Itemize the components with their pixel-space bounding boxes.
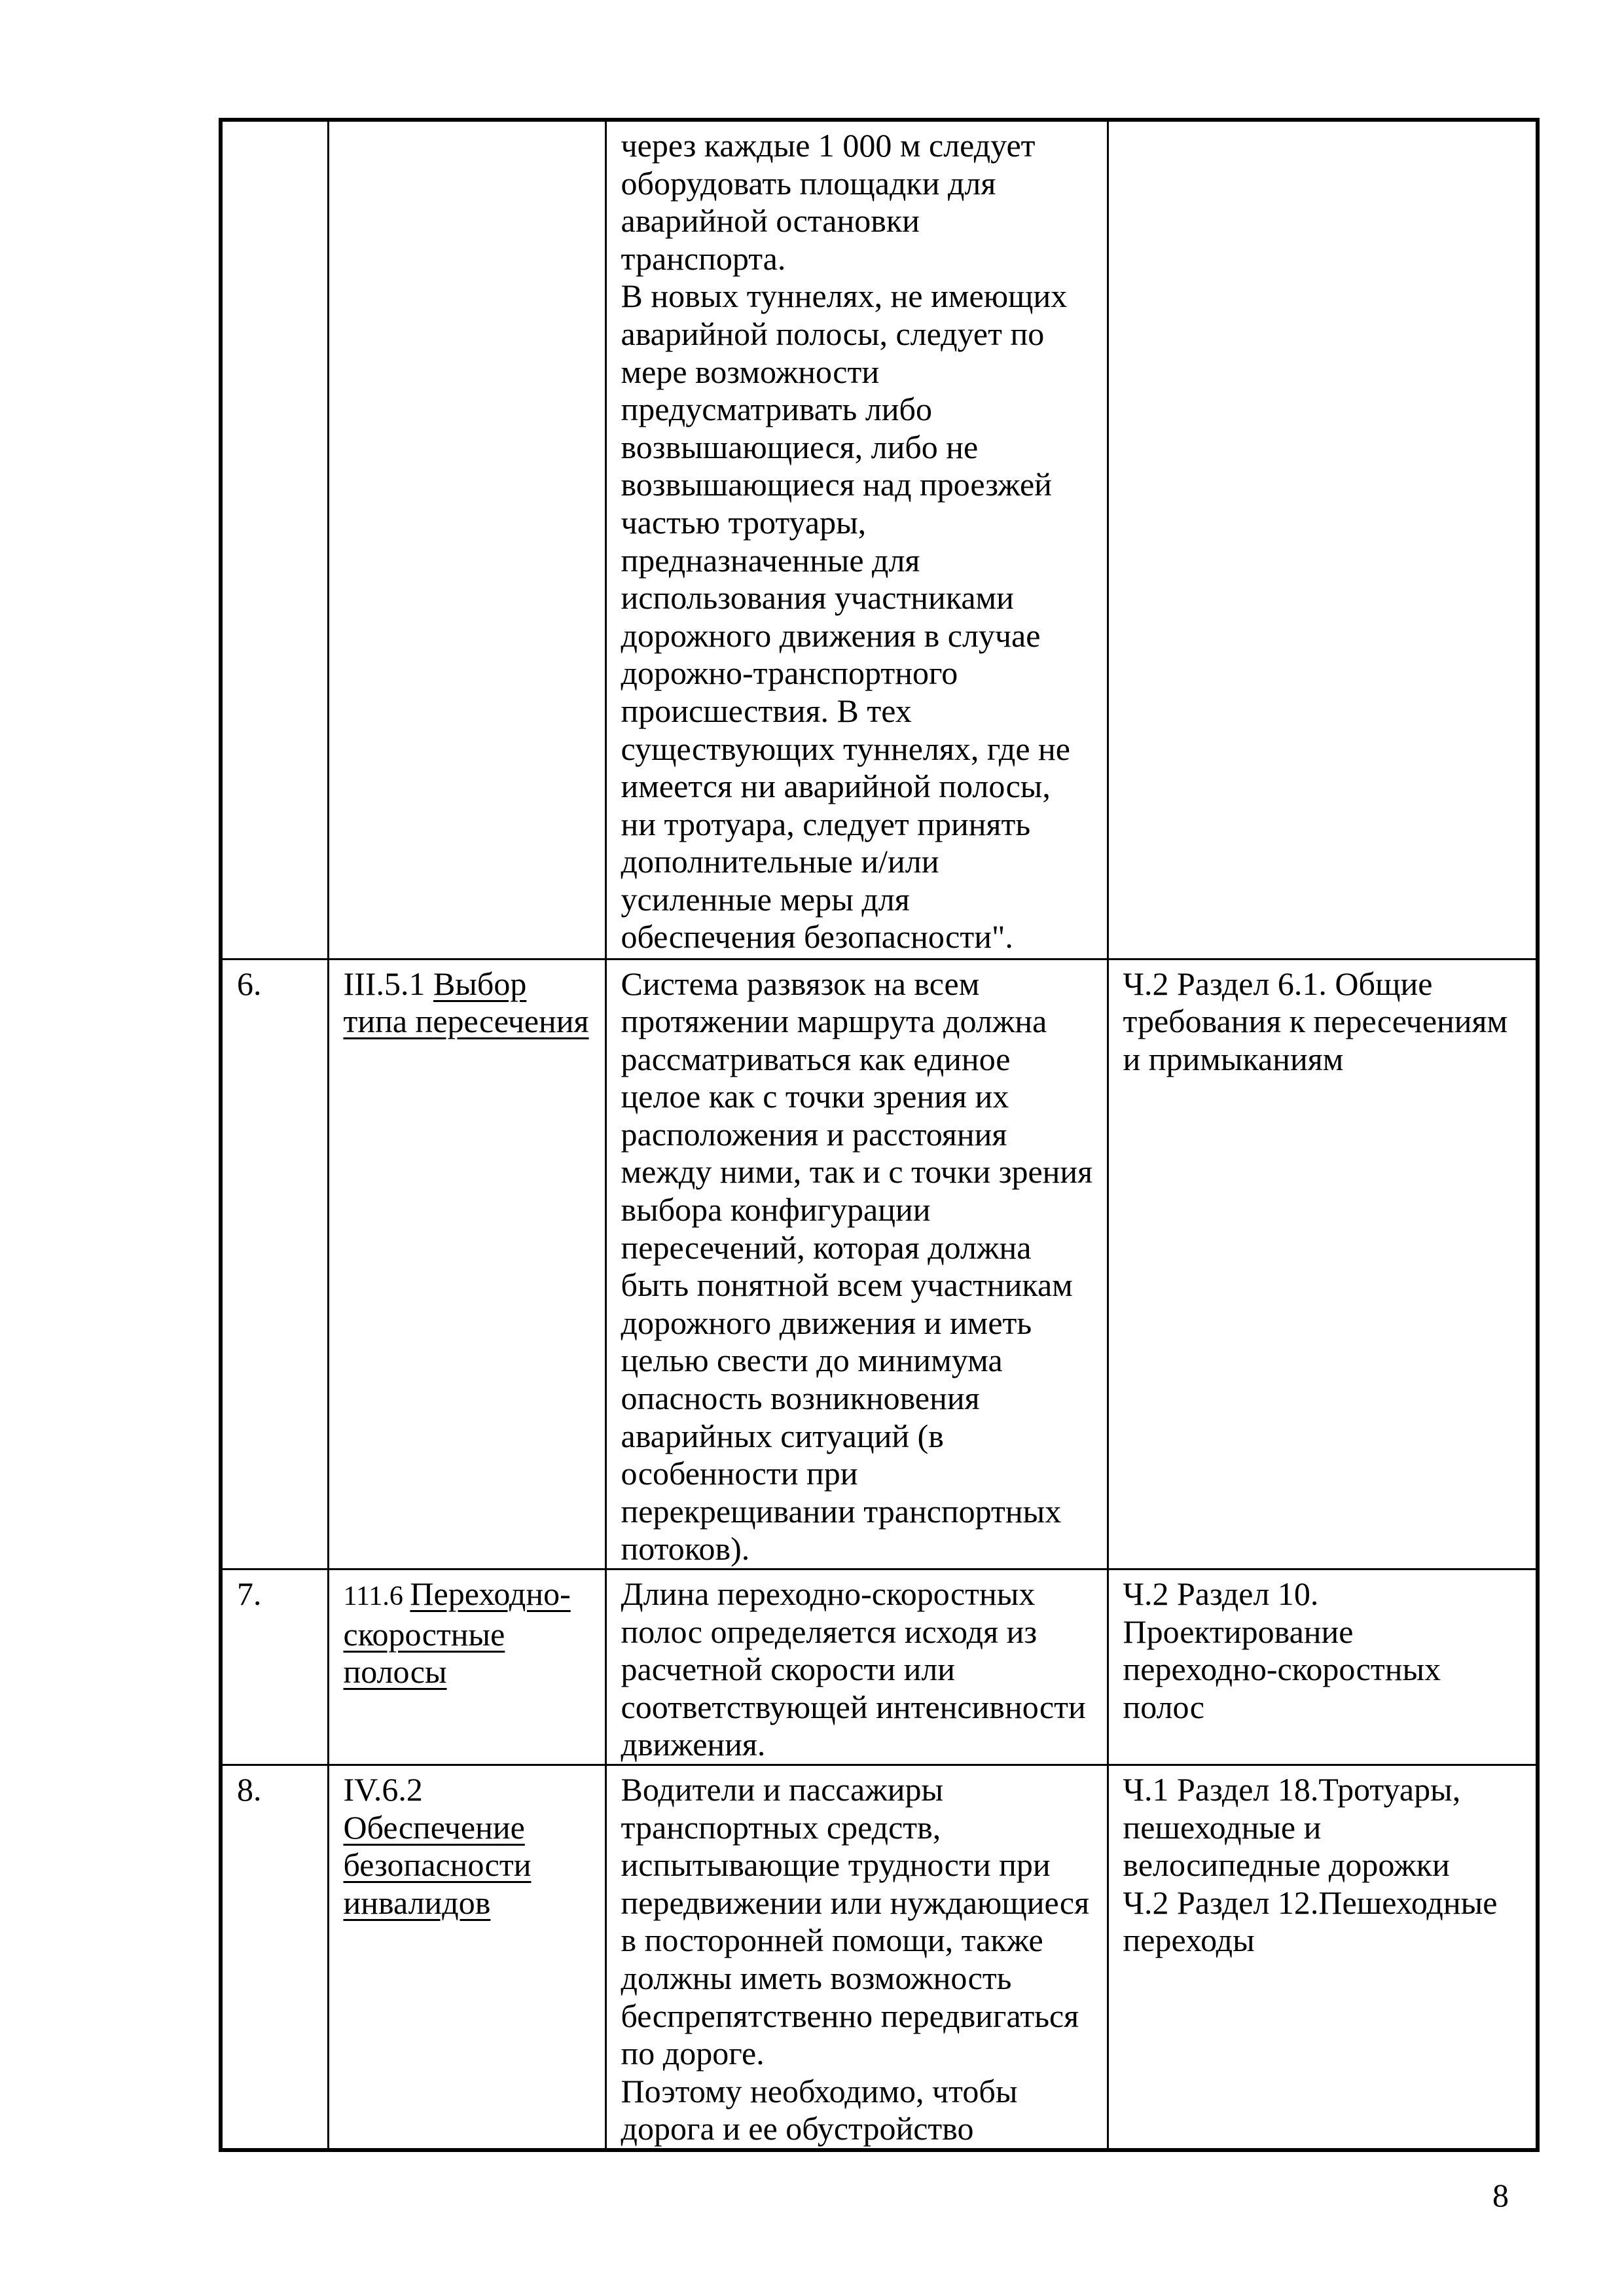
- requirement-text: через каждые 1 000 м следует оборудовать площадки для аварийной остановки транспорта. В новых туннелях, не имеющих аварийной полосы, следует по мере возможности предусматривать либо возвышающиеся, либо не возвышающиеся над проезжей частью тротуары, предназначенные для использования участниками дорожного движения в случае дорожно-транспортного происшествия. В тех существующих туннелях, где не имеется ни аварийной полосы, ни тротуара, следует принять дополнительные и/или усиленные меры для обеспечения безопасности".: [605, 120, 1108, 959]
- table-row: [221, 1765, 1538, 2149]
- section-title-link[interactable]: Обеспечение безопасности инвалидов: [343, 1808, 532, 1921]
- row-number: 8.: [221, 1765, 328, 2149]
- section-title-link[interactable]: Переходно- скоростные полосы: [343, 1575, 571, 1691]
- section-cell: [328, 1765, 605, 2149]
- row-number: 6.: [221, 959, 328, 1570]
- table-row: [221, 1570, 1538, 1765]
- table-row: [221, 120, 1538, 959]
- section-cell: [328, 959, 605, 1570]
- requirement-text: Длина переходно-скоростных полос определяется исходя из расчетной скорости или соответствующей интенсивности движения.: [605, 1570, 1108, 1765]
- reference-cell: Ч.1 Раздел 18.Тротуары, пешеходные и велосипедные дорожки Ч.2 Раздел 12.Пешеходные переходы: [1108, 1765, 1538, 2149]
- reference-cell: [1108, 120, 1538, 959]
- section-code: III.5.1: [343, 965, 433, 1002]
- reference-cell: Ч.2 Раздел 6.1. Общие требования к пересечениям и примыканиям: [1108, 959, 1538, 1570]
- requirements-table: [219, 118, 1540, 2152]
- requirement-text: Система развязок на всем протяжении маршрута должна рассматриваться как единое целое как с точки зрения их расположения и расстояния между ними, так и с точки зрения выбора конфигурации пересечений, которая должна быть понятной всем участникам дорожного движения и иметь целью свести до минимума опасность возникновения аварийных ситуаций (в особенности при перекрещивании транспортных потоков).: [605, 959, 1108, 1570]
- page-number: 8: [1492, 2177, 1509, 2214]
- section-code: 111.6: [343, 1581, 410, 1611]
- requirement-text: Водители и пассажиры транспортных средств, испытывающие трудности при передвижении или нуждающиеся в посторонней помощи, также должны иметь возможность беспрепятственно передвигаться по дороге. Поэтому необходимо, чтобы дорога и ее обустройство: [605, 1765, 1108, 2149]
- section-code: IV.6.2: [343, 1770, 423, 1808]
- section-title-link[interactable]: Выбор типа пересечения: [343, 965, 589, 1040]
- section-cell: [328, 120, 605, 959]
- section-cell: [328, 1570, 605, 1765]
- row-number: [221, 120, 328, 959]
- table-row: [221, 959, 1538, 1570]
- row-number: 7.: [221, 1570, 328, 1765]
- reference-cell: Ч.2 Раздел 10. Проектирование переходно-скоростных полос: [1108, 1570, 1538, 1765]
